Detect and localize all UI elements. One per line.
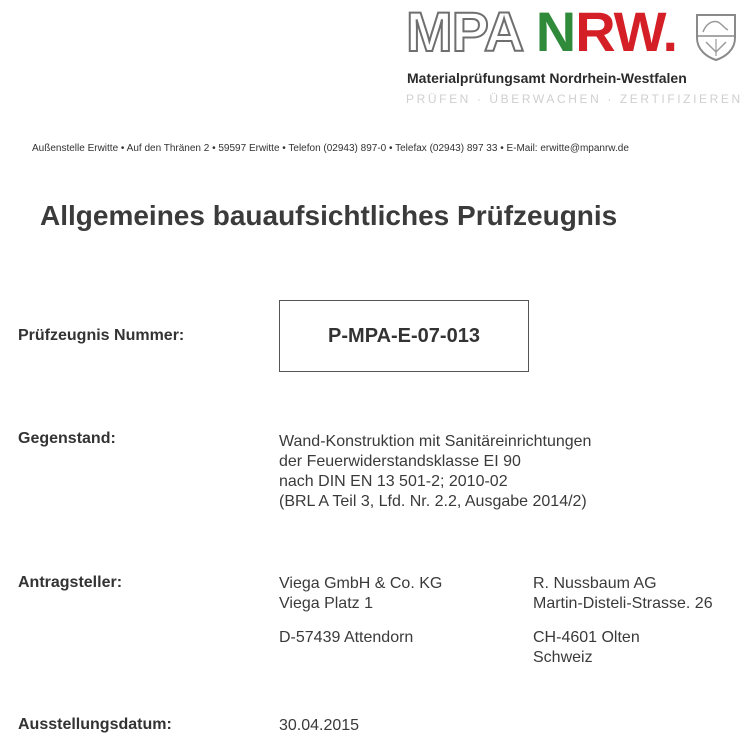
applicant-1-city: D-57439 Attendorn bbox=[279, 629, 414, 646]
subject-line: der Feuerwiderstandsklasse EI 90 bbox=[279, 453, 521, 470]
applicant-label: Antragsteller: bbox=[18, 574, 123, 591]
logo-dot: . bbox=[662, 0, 677, 63]
address-line: Außenstelle Erwitte • Auf den Thränen 2 • 59597 Erwitte • Telefon (02943) 897-0 • Telefax (02943) 897 33 • E-Mail: erwitte@mpanrw.de bbox=[32, 143, 629, 154]
applicant-2-city: CH-4601 Olten bbox=[533, 629, 640, 646]
logo-rw: RW bbox=[575, 0, 663, 63]
subject-text bbox=[279, 432, 591, 512]
subject-label: Gegenstand: bbox=[18, 430, 116, 447]
logo-mpa: MPA bbox=[406, 0, 522, 63]
issue-date: 30.04.2015 bbox=[279, 717, 360, 734]
applicant-1 bbox=[279, 574, 442, 648]
certificate-number-box bbox=[279, 300, 529, 372]
applicant-1-street: Viega Platz 1 bbox=[279, 595, 373, 612]
mpa-nrw-logo bbox=[406, 0, 677, 63]
date-label: Ausstellungsdatum: bbox=[18, 716, 172, 733]
certificate-number: P-MPA-E-07-013 bbox=[328, 324, 480, 347]
nrw-coat-of-arms-icon bbox=[694, 12, 738, 62]
institution-name: Materialprüfungsamt Nordrhein-Westfalen bbox=[407, 70, 687, 86]
subject-line: (BRL A Teil 3, Lfd. Nr. 2.2, Ausgabe 2014/2) bbox=[279, 493, 587, 510]
applicant-2-country: Schweiz bbox=[533, 649, 593, 666]
applicant-2-street: Martin-Disteli-Strasse. 26 bbox=[533, 595, 713, 612]
applicant-2-name: R. Nussbaum AG bbox=[533, 575, 657, 592]
subject-line: nach DIN EN 13 501-2; 2010-02 bbox=[279, 473, 508, 490]
logo-n: N bbox=[535, 0, 576, 63]
subject-line: Wand-Konstruktion mit Sanitäreinrichtungen bbox=[279, 433, 592, 450]
number-label: Prüfzeugnis Nummer: bbox=[18, 327, 185, 344]
applicant-2 bbox=[533, 574, 713, 668]
tagline: PRÜFEN · ÜBERWACHEN · ZERTIFIZIEREN bbox=[406, 92, 743, 106]
applicant-1-name: Viega GmbH & Co. KG bbox=[279, 575, 443, 592]
document-title: Allgemeines bauaufsichtliches Prüfzeugnis bbox=[40, 200, 618, 231]
